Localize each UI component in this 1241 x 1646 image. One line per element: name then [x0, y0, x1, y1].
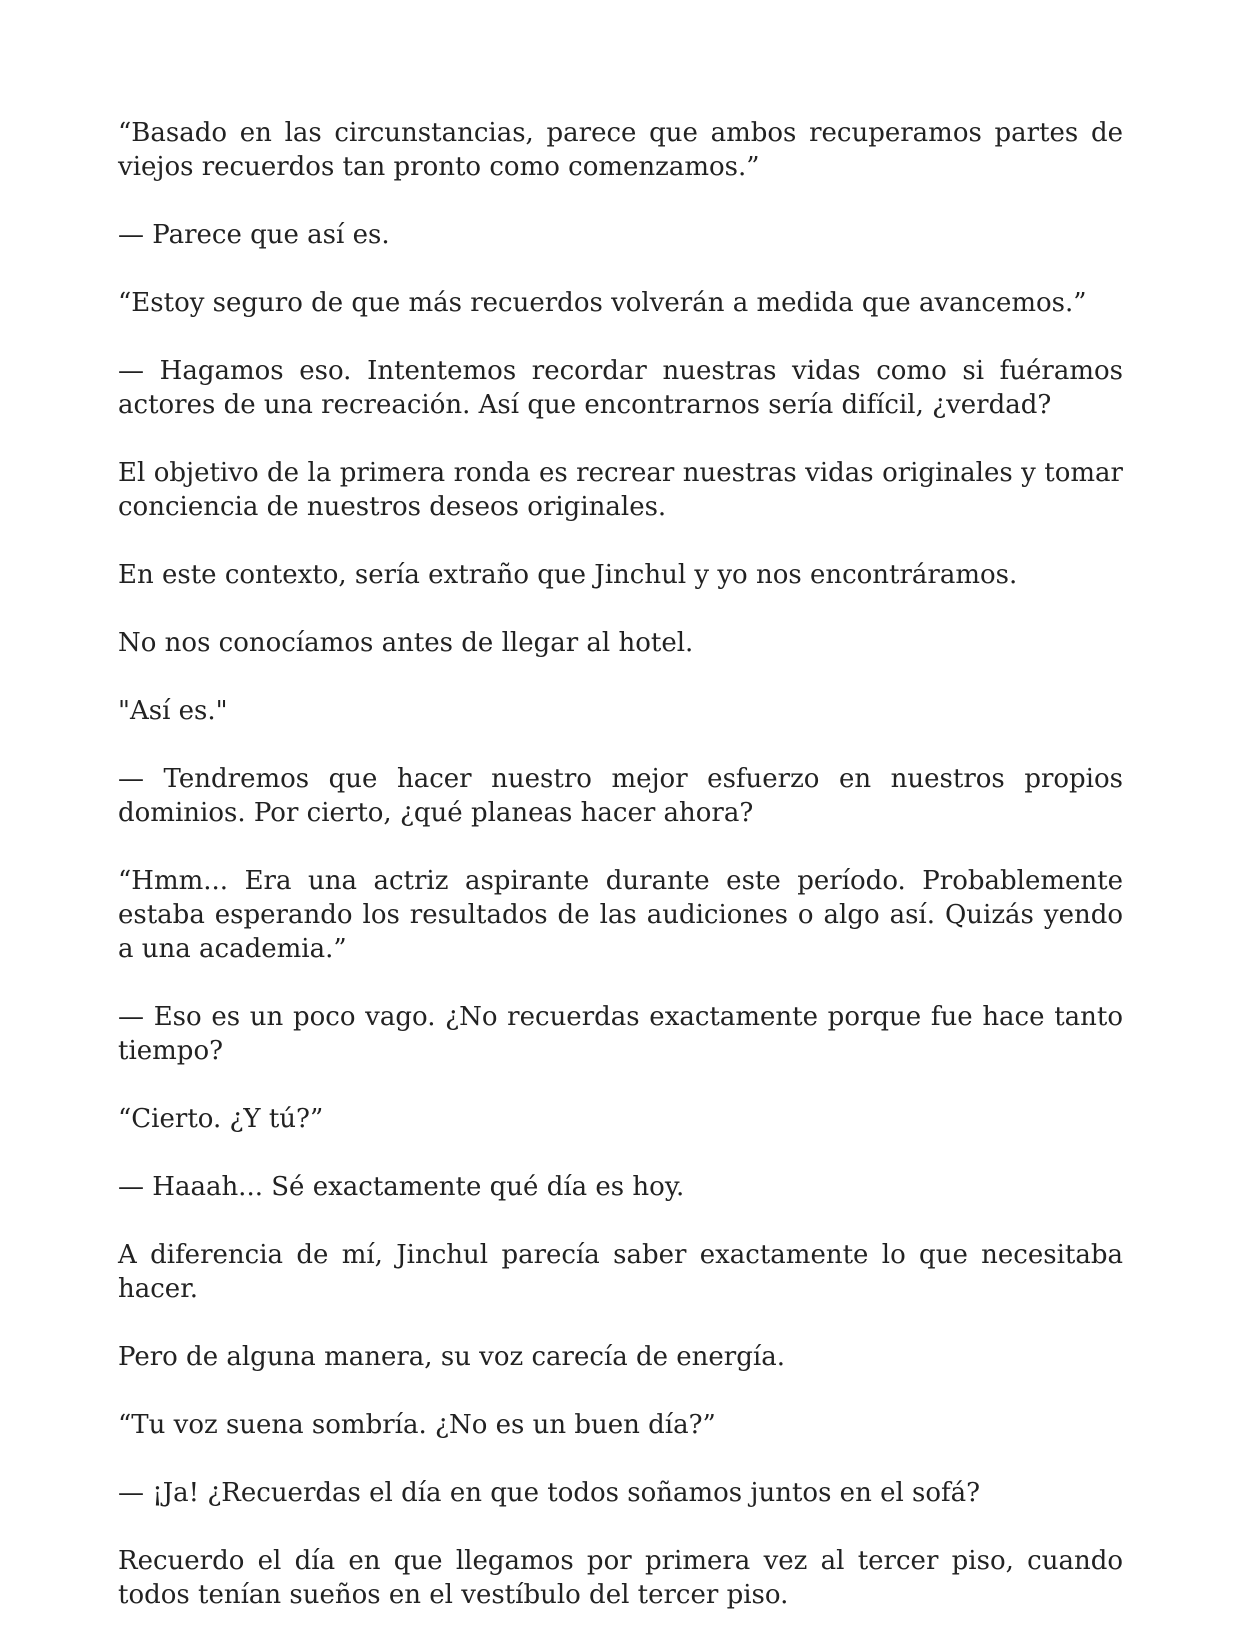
document-page	[118, 116, 1123, 1646]
paragraph: — Parece que así es.	[118, 220, 390, 250]
paragraph: En este contexto, sería extraño que Jinchul y yo nos encontráramos.	[118, 560, 1018, 590]
paragraph: “Tu voz suena sombría. ¿No es un buen día?”	[118, 1410, 716, 1440]
paragraph: "Así es."	[118, 696, 228, 726]
paragraph: No nos conocíamos antes de llegar al hotel.	[118, 628, 694, 658]
paragraph: “Cierto. ¿Y tú?”	[118, 1104, 324, 1134]
paragraph: — Hagamos eso. Intentemos recordar nuestras vidas como si fuéramos actores de una recreación. Así que encontrarnos sería difícil, ¿verdad?	[118, 356, 1123, 420]
paragraph: A diferencia de mí, Jinchul parecía saber exactamente lo que necesitaba hacer.	[118, 1240, 1123, 1304]
paragraph: “Estoy seguro de que más recuerdos volverán a medida que avancemos.”	[118, 288, 1087, 318]
paragraph: — Tendremos que hacer nuestro mejor esfuerzo en nuestros propios dominios. Por cierto, ¿qué planeas hacer ahora?	[118, 764, 1123, 828]
paragraph: — Haaah... Sé exactamente qué día es hoy.	[118, 1172, 685, 1202]
paragraph: “Basado en las circunstancias, parece que ambos recuperamos partes de viejos recuerdos tan pronto como comenzamos.”	[118, 118, 1123, 182]
paragraph: — ¡Ja! ¿Recuerdas el día en que todos soñamos juntos en el sofá?	[118, 1478, 981, 1508]
paragraph: Recuerdo el día en que llegamos por primera vez al tercer piso, cuando todos tenían sueños en el vestíbulo del tercer piso.	[118, 1546, 1123, 1610]
paragraph: El objetivo de la primera ronda es recrear nuestras vidas originales y tomar conciencia de nuestros deseos originales.	[118, 458, 1123, 522]
paragraph: “Hmm... Era una actriz aspirante durante este período. Probablemente estaba esperando los resultados de las audiciones o algo así. Quizás yendo a una academia.”	[118, 866, 1123, 964]
paragraph: — Eso es un poco vago. ¿No recuerdas exactamente porque fue hace tanto tiempo?	[118, 1002, 1123, 1066]
paragraph: Pero de alguna manera, su voz carecía de energía.	[118, 1342, 785, 1372]
